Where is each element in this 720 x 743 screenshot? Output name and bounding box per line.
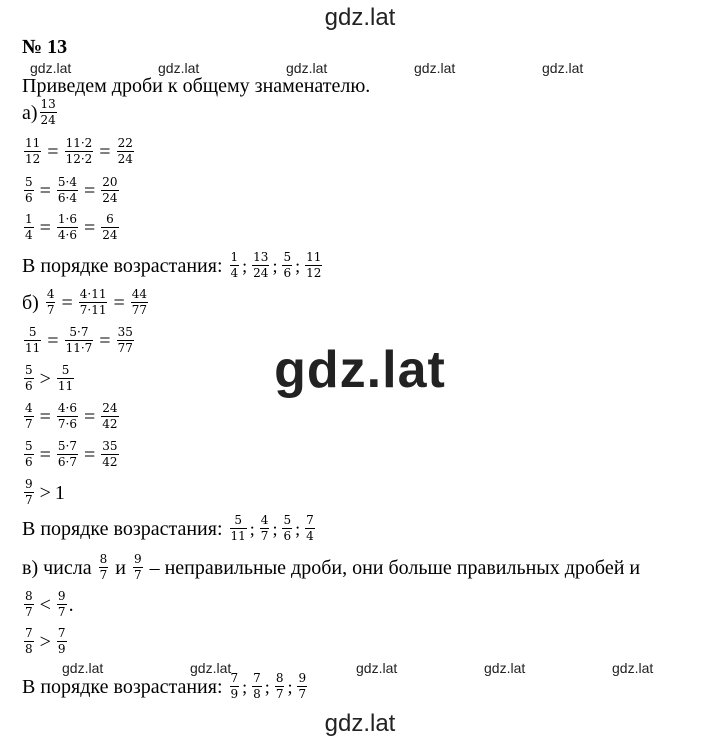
operator: = (47, 329, 59, 352)
operator: = (99, 140, 111, 163)
numerator: 5 (283, 513, 292, 527)
denominator: 6 (283, 529, 292, 544)
numerator: 4·6 (57, 401, 78, 415)
equation-row (22, 213, 121, 242)
operator: < (39, 593, 51, 616)
equation-row (22, 288, 150, 317)
numerator: 20 (102, 175, 118, 189)
fraction (57, 627, 67, 656)
watermark-small: gdz.lat (190, 660, 232, 676)
numerator: 4 (25, 401, 33, 415)
operator: ; (295, 518, 301, 539)
operator: = (84, 179, 96, 202)
denominator: 8 (25, 642, 33, 657)
comparison-row (22, 478, 65, 507)
watermark-small: gdz.lat (612, 660, 654, 676)
numerator: 5·4 (57, 175, 78, 189)
watermark-small: gdz.lat (62, 660, 104, 676)
numerator: 24 (102, 401, 118, 415)
watermark-bottom: gdz.lat (324, 710, 396, 737)
text: в) числа (22, 556, 92, 579)
operator: = (61, 291, 73, 314)
comparison-row (22, 590, 74, 619)
numerator: 4 (260, 513, 269, 527)
denominator: 6·7 (57, 455, 78, 470)
watermark-small: gdz.lat (484, 660, 526, 676)
part-c-statement (22, 553, 640, 582)
fraction (24, 478, 34, 507)
fraction (79, 288, 108, 317)
numerator: 9 (298, 671, 307, 685)
denominator: 11 (57, 379, 74, 394)
denominator: 7 (260, 529, 269, 544)
denominator: 11 (25, 341, 41, 356)
operator: ; (295, 255, 301, 276)
denominator: 11·7 (65, 341, 93, 356)
fraction (282, 251, 292, 280)
fraction (57, 402, 78, 431)
text: б) (22, 291, 39, 314)
denominator: 4·6 (57, 228, 78, 243)
operator: ; (272, 255, 278, 276)
numerator: 1 (25, 212, 33, 226)
numerator: 9 (25, 477, 33, 491)
watermark-top: gdz.lat (324, 4, 396, 31)
denominator: 24 (253, 266, 269, 281)
denominator: 7 (133, 568, 142, 583)
denominator: 11 (230, 529, 246, 544)
fraction (260, 514, 270, 543)
operator: = (99, 329, 111, 352)
equation-row (22, 137, 136, 166)
numerator: 4·11 (79, 287, 107, 301)
denominator: 7 (298, 687, 307, 702)
numerator: 13 (253, 250, 269, 264)
operator: ; (242, 255, 248, 276)
fraction (297, 672, 307, 701)
denominator: 12 (306, 266, 322, 281)
operator: = (84, 443, 96, 466)
denominator: 24 (102, 228, 118, 243)
numerator: 7 (25, 626, 33, 640)
fraction (24, 137, 41, 166)
denominator: 6 (25, 455, 33, 470)
operator: > (39, 630, 51, 653)
operator: = (84, 216, 96, 239)
fraction (57, 176, 78, 205)
denominator: 42 (102, 417, 118, 432)
denominator: 4 (306, 529, 314, 544)
fraction (230, 514, 247, 543)
fraction (57, 213, 78, 242)
text: 1 (54, 481, 65, 504)
numerator: 11·2 (65, 136, 93, 150)
watermark-small: gdz.lat (30, 60, 72, 76)
operator: > (39, 367, 51, 390)
denominator: 7 (46, 303, 55, 318)
fraction (230, 251, 240, 280)
equation-row (22, 440, 121, 469)
fraction (65, 137, 94, 166)
fraction (101, 213, 118, 242)
denominator: 7 (25, 417, 33, 432)
numerator: 5·7 (57, 439, 78, 453)
operator: = (113, 291, 125, 314)
order-row (22, 251, 324, 280)
numerator: 5·7 (69, 325, 89, 339)
numerator: 7 (253, 671, 261, 685)
fraction (252, 672, 262, 701)
numerator: 11 (25, 136, 41, 150)
numerator: 35 (117, 325, 133, 339)
part-a-header (22, 98, 59, 127)
fraction (24, 590, 34, 619)
denominator: 7 (99, 568, 108, 583)
text (126, 558, 131, 578)
denominator: 6 (283, 266, 292, 281)
fraction (230, 672, 240, 701)
numerator: 8 (275, 671, 284, 685)
numerator: 5 (25, 363, 33, 377)
denominator: 7 (275, 687, 284, 702)
numerator: 5 (61, 363, 70, 377)
operator: > (39, 481, 51, 504)
fraction (131, 288, 148, 317)
operator: ; (249, 518, 255, 539)
operator: ; (287, 676, 293, 697)
numerator: 6 (106, 212, 114, 226)
numerator: 9 (133, 552, 142, 566)
operator: = (84, 405, 96, 428)
numerator: 8 (99, 552, 108, 566)
fraction (282, 514, 292, 543)
text: а) (22, 101, 38, 124)
intro-text: Приведем дроби к общему знаменателю. (22, 75, 371, 97)
operator: = (39, 216, 51, 239)
numerator: 35 (102, 439, 118, 453)
denominator: 7 (25, 493, 33, 508)
operator: = (39, 179, 51, 202)
denominator: 9 (57, 642, 66, 657)
denominator: 77 (117, 341, 133, 356)
operator: = (47, 140, 59, 163)
watermark-small: gdz.lat (356, 660, 398, 676)
fraction (57, 590, 67, 619)
numerator: 5 (234, 513, 242, 527)
numerator: 1 (230, 250, 239, 264)
operator: ; (264, 676, 270, 697)
denominator: 7 (57, 605, 66, 620)
fraction (24, 213, 34, 242)
fraction (24, 627, 34, 656)
fraction (24, 402, 34, 431)
fraction (24, 440, 34, 469)
text: – неправильные дроби, они больше правильных дробей и (149, 556, 641, 579)
fraction (101, 440, 118, 469)
fraction (275, 672, 285, 701)
denominator: 9 (230, 687, 239, 702)
denominator: 12·2 (65, 152, 93, 167)
equation-row (22, 176, 121, 205)
numerator: 22 (117, 136, 133, 150)
denominator: 6·4 (57, 191, 78, 206)
operator: = (39, 443, 51, 466)
denominator: 7·11 (79, 303, 107, 318)
numerator: 5 (283, 250, 292, 264)
order-row (22, 672, 309, 701)
problem-number: № 13 (22, 36, 68, 58)
denominator: 12 (25, 152, 41, 167)
fraction (101, 402, 118, 431)
numerator: 1·6 (57, 212, 78, 226)
denominator: 6 (25, 379, 33, 394)
watermark-small: gdz.lat (414, 60, 456, 76)
operator: ; (272, 518, 278, 539)
denominator: 77 (131, 303, 148, 318)
fraction (101, 176, 118, 205)
numerator: 7 (306, 513, 314, 527)
denominator: 7·6 (57, 417, 78, 432)
denominator: 24 (102, 191, 118, 206)
operator: = (39, 405, 51, 428)
numerator: 13 (40, 97, 56, 111)
text: В порядке возрастания: (22, 517, 223, 540)
fraction (57, 440, 78, 469)
text: В порядке возрастания: (22, 675, 223, 698)
numerator: 5 (25, 175, 33, 189)
order-row (22, 514, 317, 543)
numerator: 44 (131, 287, 148, 301)
denominator: 8 (253, 687, 261, 702)
comparison-row (22, 627, 69, 656)
operator: ; (242, 676, 248, 697)
fraction (24, 176, 34, 205)
fraction (305, 251, 322, 280)
numerator: 11 (306, 250, 322, 264)
numerator: 9 (57, 589, 66, 603)
numerator: 5 (25, 439, 33, 453)
fraction (40, 98, 57, 127)
text: В порядке возрастания: (22, 254, 223, 277)
denominator: 42 (102, 455, 118, 470)
watermark-small: gdz.lat (158, 60, 200, 76)
equation-row (22, 402, 121, 431)
fraction (46, 288, 56, 317)
text: . (68, 593, 74, 616)
denominator: 4 (25, 228, 33, 243)
denominator: 6 (25, 191, 33, 206)
denominator: 4 (230, 266, 239, 281)
fraction (305, 514, 315, 543)
denominator: 24 (117, 152, 133, 167)
numerator: 7 (230, 671, 239, 685)
numerator: 5 (28, 325, 37, 339)
text: и (115, 556, 126, 579)
denominator: 24 (40, 113, 56, 128)
fraction (252, 251, 269, 280)
numerator: 4 (46, 287, 55, 301)
numerator: 8 (25, 589, 33, 603)
watermark-small: gdz.lat (286, 60, 328, 76)
fraction (99, 553, 109, 582)
watermark-small: gdz.lat (542, 60, 584, 76)
denominator: 7 (25, 605, 33, 620)
fraction (117, 137, 134, 166)
watermark-center: gdz.lat (274, 341, 446, 399)
fraction (133, 553, 143, 582)
numerator: 7 (57, 626, 66, 640)
